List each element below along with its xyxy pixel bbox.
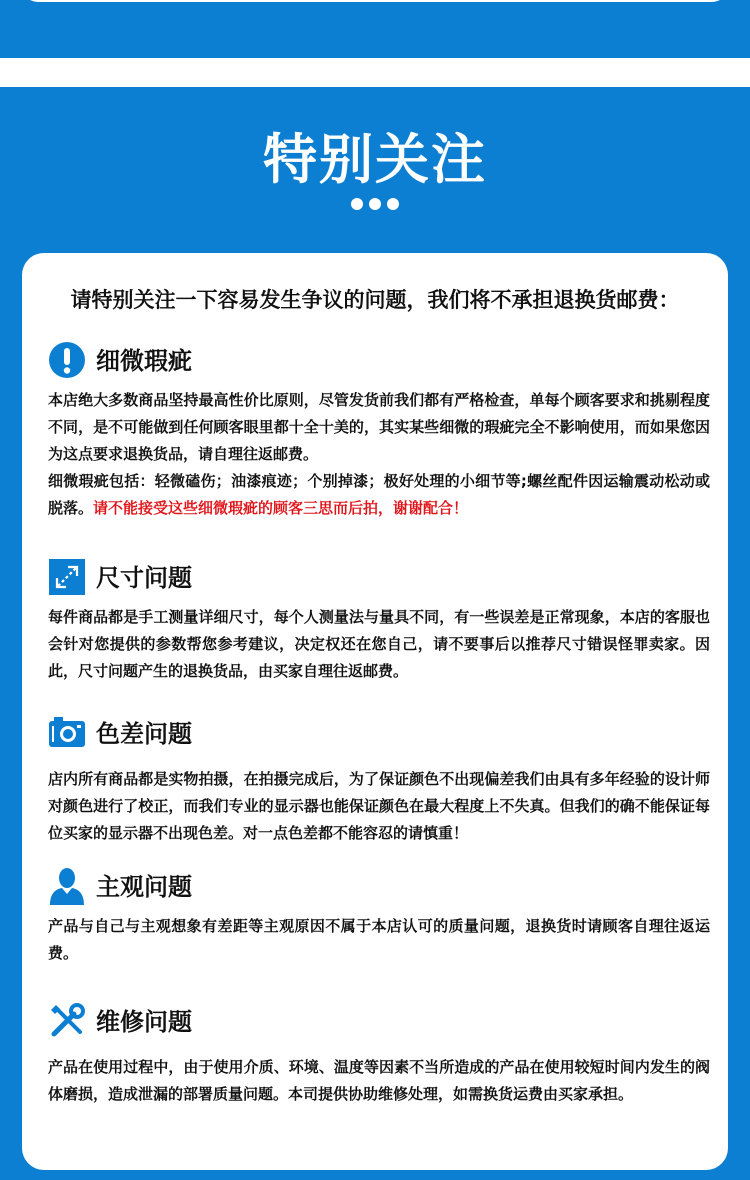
user-icon [48,867,86,905]
section-color-difference [22,714,728,847]
section-repair-issues [22,1002,728,1108]
notice-card [22,253,728,1170]
intro-text: 请特别关注一下容易发生争议的问题，我们将不承担退换货邮费： [70,288,680,312]
section-body [22,1054,728,1108]
resize-arrow-icon [48,558,86,596]
section-paragraph: 每件商品都是手工测量详细尺寸，每个人测量法与量具不同，有一些误差是正常现象，本店的客服也会针对您提供的参数帮您参考建议，决定权还在您自己，请不要事后以推荐尺寸错误怪罪卖家。因此，尺寸问题产生的退换货品，由买家自理往返邮费。 [48,608,710,680]
section-body [22,766,728,847]
previous-card-edge [22,0,728,2]
section-size-issues [22,558,728,685]
section-paragraph: 店内所有商品都是实物拍摄，在拍摄完成后，为了保证颜色不出现偏差我们由具有多年经验的设计师对颜色进行了校正，而我们专业的显示器也能保证颜色在最大程度上不失真。但我们的确不能保证每位买家的显示器不出现色差。对一点色差都不能容忍的请慎重！ [48,770,710,842]
section-title: 主观问题 [96,873,192,901]
section-body [22,913,728,967]
camera-icon [48,714,86,752]
section-title: 细微瑕疵 [96,347,192,375]
section-title: 色差问题 [96,720,192,748]
exclamation-icon [48,341,86,379]
section-paragraph: 本店绝大多数商品坚持最高性价比原则，尽管发货前我们都有严格检查，单每个顾客要求和挑剔程度不同，是不可能做到任何顾客眼里都十全十美的，其实某些细微的瑕疵完全不影响使用，而如果您因为这点要求退换货品，请自理往返邮费。 [48,391,710,463]
tools-icon [48,1002,86,1040]
section-body [22,387,728,522]
section-title: 维修问题 [96,1008,192,1036]
warning-text: 请不能接受这些细微瑕疵的顾客三思而后拍，谢谢配合！ [93,499,469,517]
top-band [0,0,750,58]
section-title: 尺寸问题 [96,564,192,592]
page-title: 特别关注 [263,128,487,191]
section-body [22,604,728,685]
section-subjective-issues [22,867,728,967]
section-minor-flaws [22,341,728,522]
title-dots [0,198,750,210]
section-paragraph: 细微瑕疵包括：轻微磕伤；油漆痕迹；个别掉漆；极好处理的小细节等;螺丝配件因运输震动松动或脱落。 [48,472,710,517]
section-paragraph: 产品与自己与主观想象有差距等主观原因不属于本店认可的质量问题，退换货时请顾客自理往返运费。 [48,917,710,962]
section-paragraph: 产品在使用过程中，由于使用介质、环境、温度等因素不当所造成的产品在使用较短时间内发生的阀体磨损，造成泄漏的部署质量问题。本司提供协助维修处理，如需换货运费由买家承担。 [48,1058,710,1103]
